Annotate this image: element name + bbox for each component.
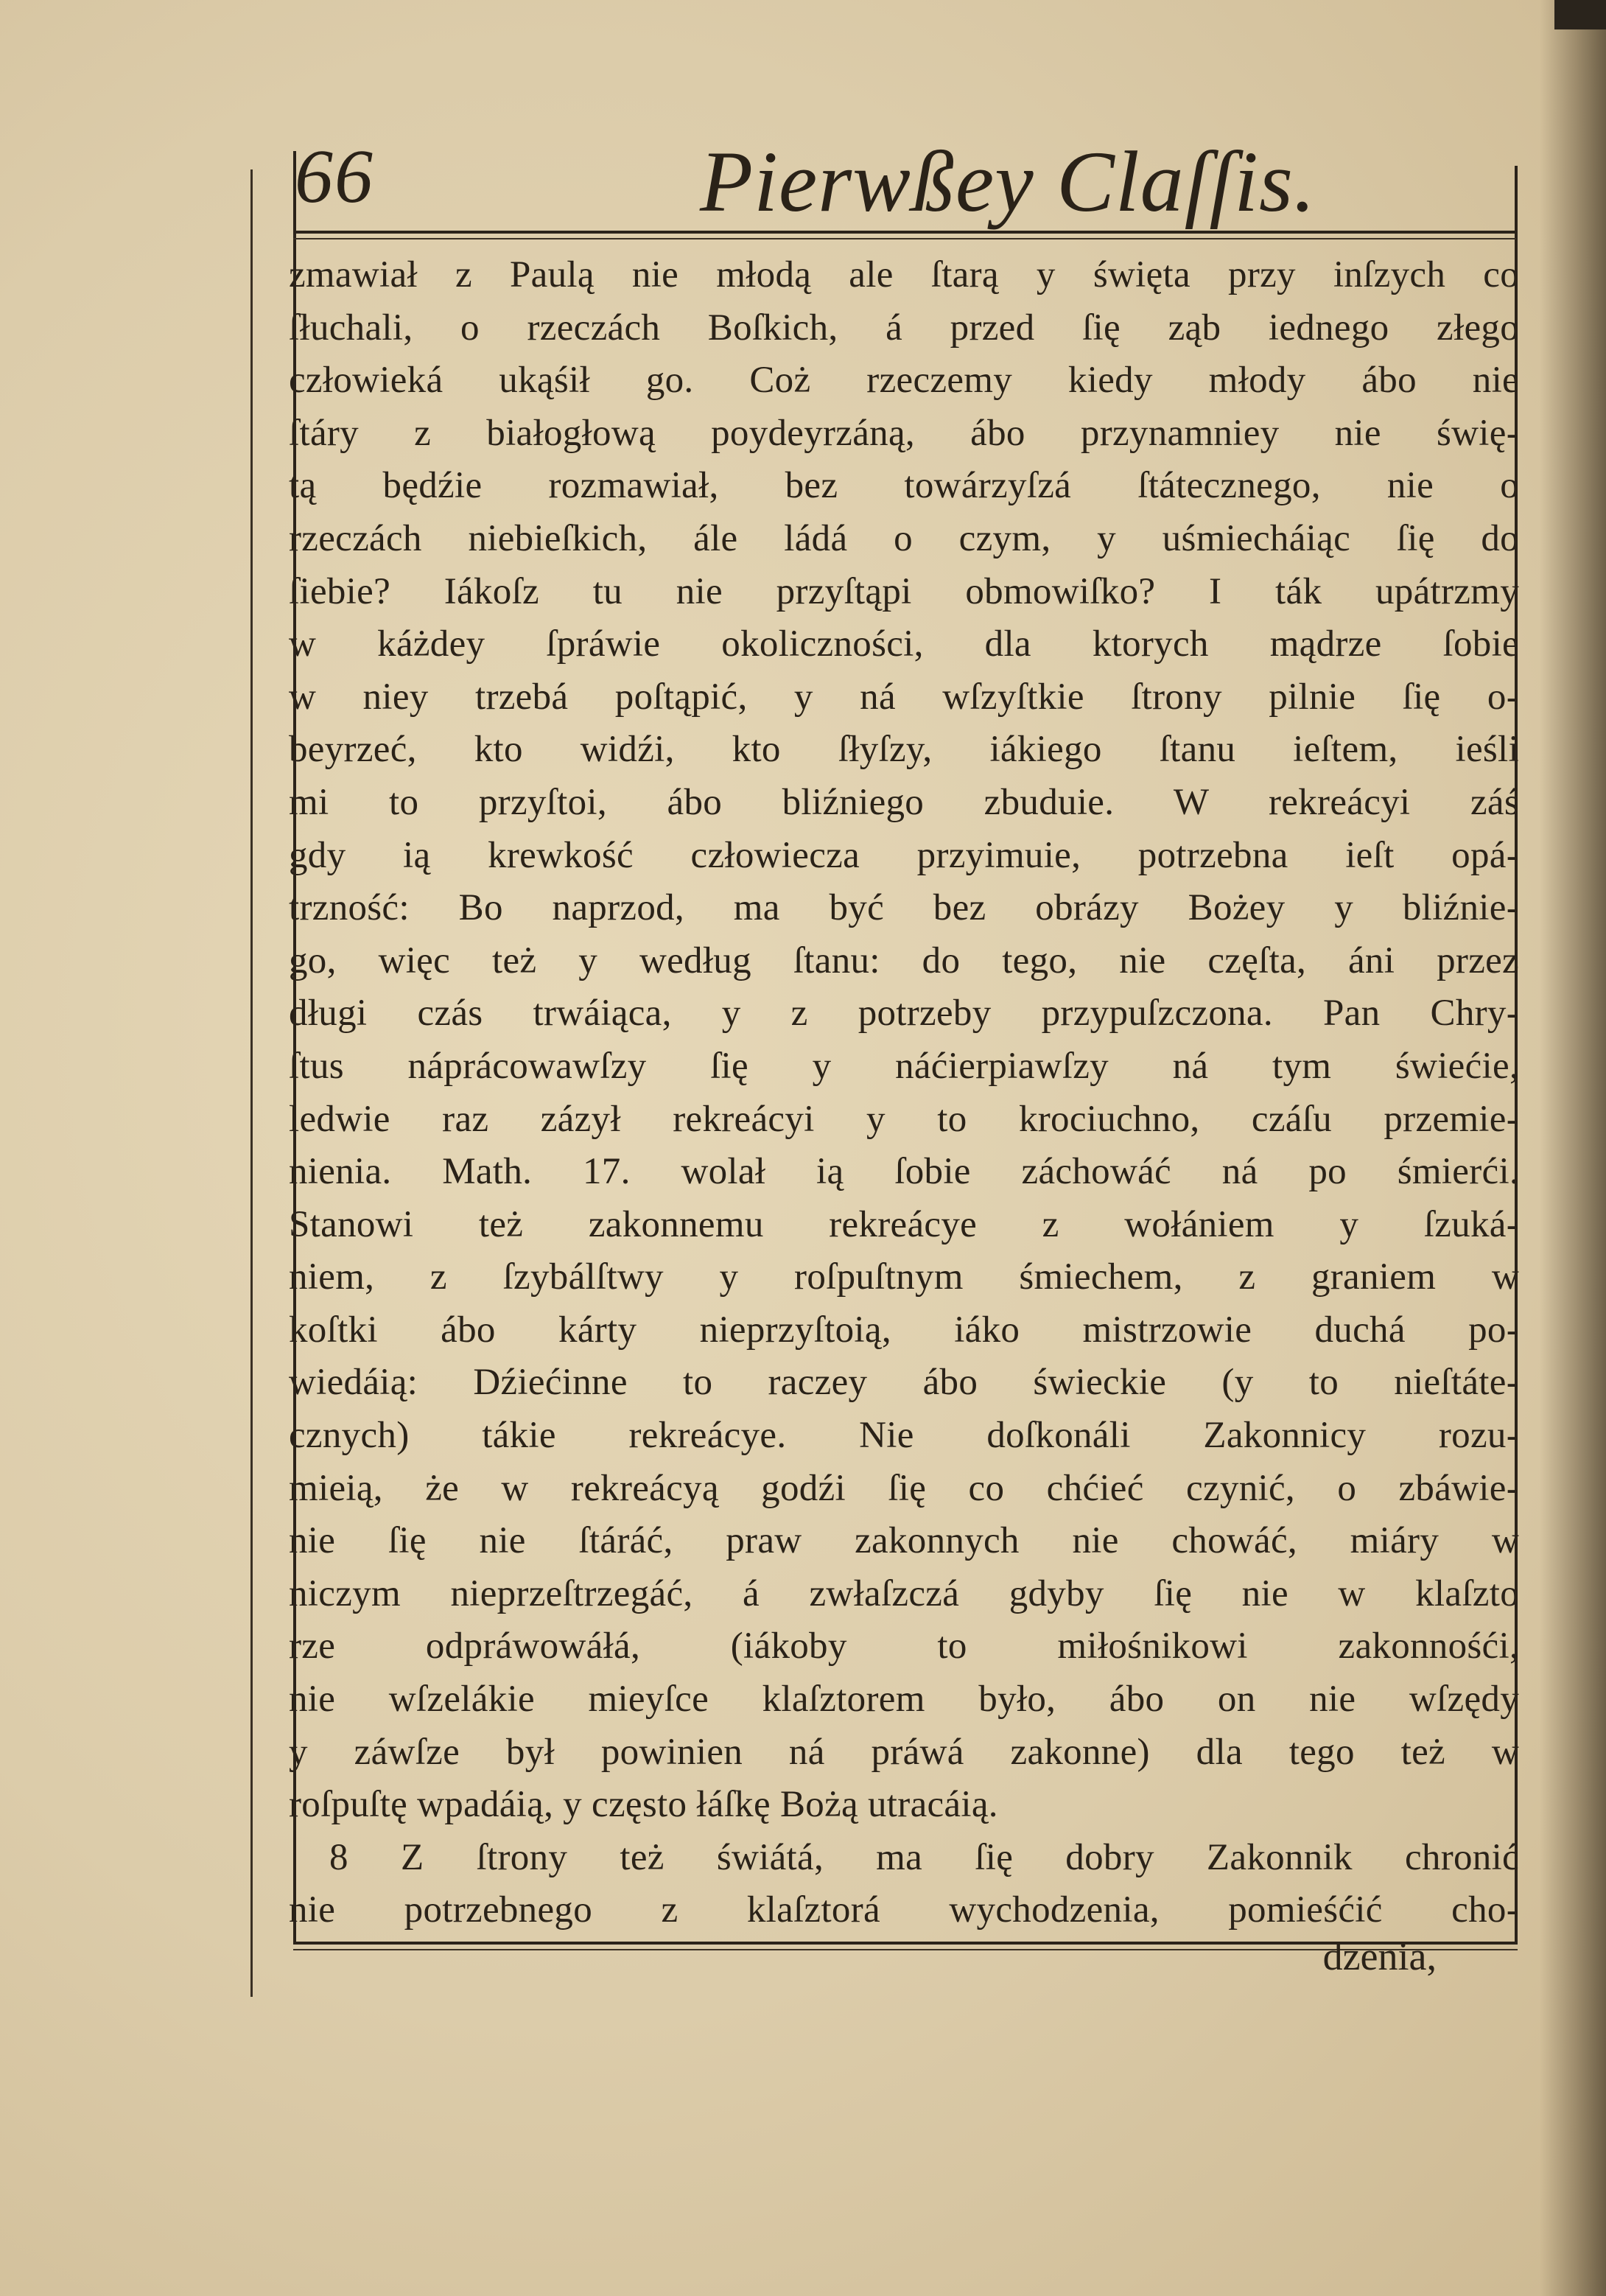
text-line: nienia. Math. 17. wolał ią ſobie záchowáć ná po śmierći. [289,1151,1519,1193]
text-line: beyrzeć, kto widźi, kto ſłyſzy, iákiego ſtanu ieſtem, ieśli [289,729,1519,771]
text-line: ledwie raz zázył rekreácyi y to krociuchno, czáſu przemie- [289,1098,1519,1140]
text-line: niczym nieprzeſtrzegáć, á zwłaſzczá gdyby ſię nie w klaſzto [289,1572,1519,1614]
text-line: ſtus náprácowawſzy ſię y náćierpiawſzy ná tym świećie, [289,1045,1519,1087]
left-margin-rule [250,169,253,1997]
text-line: mieią, że w rekreácyą godźi ſię co chćieć czynić, o zbáwie- [289,1467,1519,1509]
frame-rule-top-thin [293,238,1516,239]
text-line: zmawiał z Paulą nie młodą ale ſtarą y święta przy inſzych co [289,254,1519,295]
body-text [289,249,1519,1937]
text-line: człowieká ukąśił go. Coż rzeczemy kiedy młody ábo nie [289,360,1519,402]
text-line: niem, z ſzybálſtwy y roſpuſtnym śmiechem, z graniem w [289,1256,1519,1298]
text-line: gdy ią krewkość człowiecza przyimuie, potrzebna ieſt opá- [289,834,1519,876]
text-line: nie wſzelákie mieyſce klaſztorem było, ábo on nie wſzędy [289,1679,1519,1721]
paragraph-start-line: 8 Z ſtrony też świátá, ma ſię dobry Zakonnik chronić [329,1836,1519,1878]
text-line: tą będźie rozmawiał, bez towárzyſzá ſtátecznego, nie o [289,465,1519,507]
catchword: dzenia, [1322,1934,1437,1978]
book-spine-corner [1554,0,1606,29]
text-line: wiedáią: Dźiećinne to raczey ábo świeckie (y to nieſtáte- [289,1362,1519,1404]
text-line: długi czás trwáiąca, y z potrzeby przypuſzczona. Pan Chry- [289,993,1519,1035]
text-line: rze odpráwowáłá, (iákoby to miłośnikowi zakonnośći, [289,1625,1519,1667]
book-spine-shadow [1540,0,1606,2296]
text-line: nie ſię nie ſtáráć, praw zakonnych nie chowáć, miáry w [289,1520,1519,1562]
text-line: ſiebie? Iákoſz tu nie przyſtąpi obmowiſko? I ták upátrzmy [289,570,1519,612]
running-title: Pierwßey Claſſis. [700,133,1316,230]
page-number: 66 [295,134,374,219]
text-line: y záwſze był powinien ná práwá zakonne) dla tego też w [289,1731,1519,1773]
frame-rule-top [293,231,1516,234]
text-line: rzeczách niebieſkich, ále ládá o czym, y uśmiecháiąc ſię do [289,517,1519,559]
text-line: w káżdey ſpráwie okoliczności, dla ktorych mądrze ſobie [289,623,1519,665]
text-line: roſpuſtę wpadáią, y często łáſkę Bożą utracáią. [289,1784,998,1826]
text-line: ſtáry z białogłową poydeyrzáną, ábo przynamniey nie świę- [289,412,1519,454]
text-line: nie potrzebnego z klaſztorá wychodzenia, pomieśćić cho- [289,1889,1519,1931]
text-line: go, więc też y według ſtanu: do tego, nie częſta, áni przez [289,939,1519,981]
text-line: Stanowi też zakonnemu rekreácye z wołániem y ſzuká- [289,1203,1519,1245]
text-line: w niey trzebá poſtąpić, y ná wſzyſtkie ſtrony pilnie ſię o- [289,676,1519,718]
text-line: cznych) tákie rekreácye. Nie doſkonáli Zakonnicy rozu- [289,1415,1519,1457]
text-line: ſłuchali, o rzeczách Boſkich, á przed ſię ząb iednego złego [289,307,1519,349]
text-line: trzność: Bo naprzod, ma być bez obrázy Bożey y bliźnie- [289,887,1519,929]
text-line: mi to przyſtoi, ábo bliźniego zbuduie. W rekreácyi záś [289,781,1519,823]
text-line: koſtki ábo kárty nieprzyſtoią, iáko mistrzowie duchá po- [289,1309,1519,1351]
